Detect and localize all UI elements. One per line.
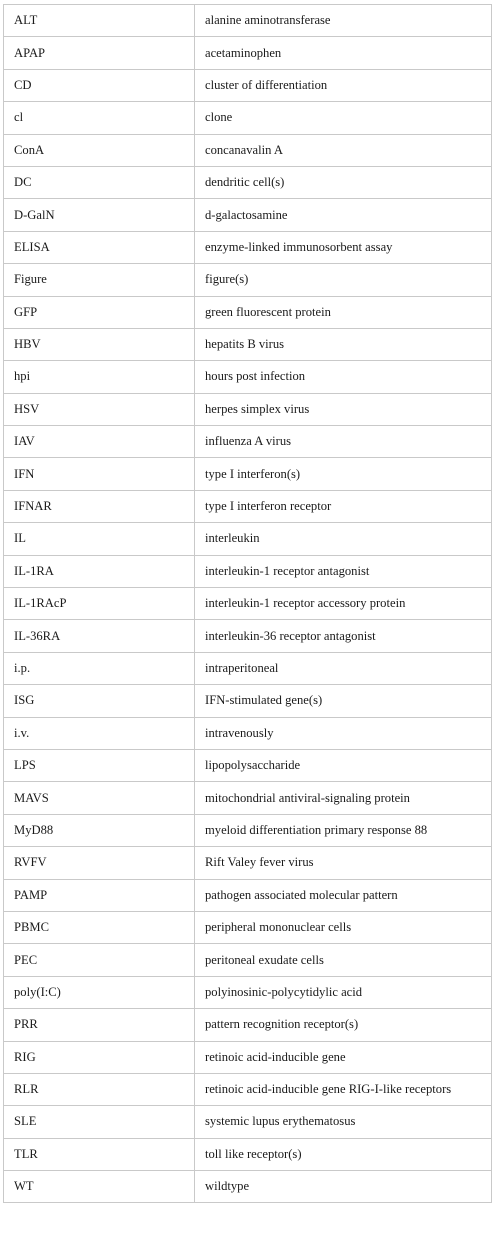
definition-cell: polyinosinic-polycytidylic acid bbox=[195, 976, 492, 1008]
table-row bbox=[4, 458, 492, 490]
definition-cell: intravenously bbox=[195, 717, 492, 749]
table-row bbox=[4, 5, 492, 37]
table-row bbox=[4, 555, 492, 587]
abbreviation-cell: hpi bbox=[4, 361, 195, 393]
definition-cell: intraperitoneal bbox=[195, 652, 492, 684]
abbreviation-cell: PBMC bbox=[4, 911, 195, 943]
abbreviation-cell: ELISA bbox=[4, 231, 195, 263]
abbreviation-cell: IL-1RA bbox=[4, 555, 195, 587]
abbreviation-cell: HSV bbox=[4, 393, 195, 425]
definition-cell: toll like receptor(s) bbox=[195, 1138, 492, 1170]
definition-cell: enzyme-linked immunosorbent assay bbox=[195, 231, 492, 263]
table-row bbox=[4, 588, 492, 620]
definition-cell: mitochondrial antiviral-signaling protein bbox=[195, 782, 492, 814]
definition-cell: green fluorescent protein bbox=[195, 296, 492, 328]
abbreviation-cell: APAP bbox=[4, 37, 195, 69]
table-row bbox=[4, 1041, 492, 1073]
abbreviation-cell: MyD88 bbox=[4, 814, 195, 846]
table-row bbox=[4, 782, 492, 814]
definition-cell: peritoneal exudate cells bbox=[195, 944, 492, 976]
table-row bbox=[4, 620, 492, 652]
definition-cell: interleukin bbox=[195, 523, 492, 555]
abbreviation-cell: poly(I:C) bbox=[4, 976, 195, 1008]
table-row bbox=[4, 69, 492, 101]
definition-cell: hours post infection bbox=[195, 361, 492, 393]
definition-cell: type I interferon receptor bbox=[195, 490, 492, 522]
table-row bbox=[4, 685, 492, 717]
definition-cell: pattern recognition receptor(s) bbox=[195, 1009, 492, 1041]
definition-cell: pathogen associated molecular pattern bbox=[195, 879, 492, 911]
definition-cell: systemic lupus erythematosus bbox=[195, 1106, 492, 1138]
abbreviation-cell: MAVS bbox=[4, 782, 195, 814]
table-row bbox=[4, 134, 492, 166]
table-row bbox=[4, 37, 492, 69]
abbreviation-cell: CD bbox=[4, 69, 195, 101]
table-row bbox=[4, 1106, 492, 1138]
abbreviation-cell: SLE bbox=[4, 1106, 195, 1138]
table-row bbox=[4, 231, 492, 263]
definition-cell: herpes simplex virus bbox=[195, 393, 492, 425]
abbreviation-cell: PAMP bbox=[4, 879, 195, 911]
abbreviation-cell: i.v. bbox=[4, 717, 195, 749]
abbreviation-cell: IL-1RAcP bbox=[4, 588, 195, 620]
table-row bbox=[4, 847, 492, 879]
definition-cell: Rift Valey fever virus bbox=[195, 847, 492, 879]
definition-cell: peripheral mononuclear cells bbox=[195, 911, 492, 943]
table-row bbox=[4, 328, 492, 360]
table-row bbox=[4, 490, 492, 522]
abbreviation-cell: IFN bbox=[4, 458, 195, 490]
definition-cell: acetaminophen bbox=[195, 37, 492, 69]
table-row bbox=[4, 976, 492, 1008]
abbreviations-table bbox=[3, 4, 492, 1203]
abbreviations-table-body bbox=[4, 5, 492, 1203]
abbreviation-cell: IFNAR bbox=[4, 490, 195, 522]
table-row bbox=[4, 264, 492, 296]
abbreviation-cell: DC bbox=[4, 166, 195, 198]
abbreviation-cell: i.p. bbox=[4, 652, 195, 684]
abbreviation-cell: RLR bbox=[4, 1073, 195, 1105]
table-row bbox=[4, 652, 492, 684]
table-row bbox=[4, 944, 492, 976]
abbreviation-cell: GFP bbox=[4, 296, 195, 328]
definition-cell: concanavalin A bbox=[195, 134, 492, 166]
table-row bbox=[4, 1138, 492, 1170]
definition-cell: alanine aminotransferase bbox=[195, 5, 492, 37]
definition-cell: figure(s) bbox=[195, 264, 492, 296]
definition-cell: hepatits B virus bbox=[195, 328, 492, 360]
definition-cell: retinoic acid-inducible gene bbox=[195, 1041, 492, 1073]
abbreviation-cell: ISG bbox=[4, 685, 195, 717]
definition-cell: interleukin-1 receptor antagonist bbox=[195, 555, 492, 587]
table-row bbox=[4, 749, 492, 781]
table-row bbox=[4, 717, 492, 749]
definition-cell: interleukin-36 receptor antagonist bbox=[195, 620, 492, 652]
abbreviation-cell: PRR bbox=[4, 1009, 195, 1041]
abbreviation-cell: IAV bbox=[4, 426, 195, 458]
table-row bbox=[4, 102, 492, 134]
abbreviation-cell: PEC bbox=[4, 944, 195, 976]
table-row bbox=[4, 361, 492, 393]
abbreviation-cell: RIG bbox=[4, 1041, 195, 1073]
definition-cell: clone bbox=[195, 102, 492, 134]
abbreviation-cell: D-GalN bbox=[4, 199, 195, 231]
table-row bbox=[4, 393, 492, 425]
definition-cell: interleukin-1 receptor accessory protein bbox=[195, 588, 492, 620]
definition-cell: d-galactosamine bbox=[195, 199, 492, 231]
abbreviation-cell: ALT bbox=[4, 5, 195, 37]
abbreviation-cell: Figure bbox=[4, 264, 195, 296]
table-row bbox=[4, 814, 492, 846]
abbreviation-cell: cl bbox=[4, 102, 195, 134]
definition-cell: IFN-stimulated gene(s) bbox=[195, 685, 492, 717]
definition-cell: lipopolysaccharide bbox=[195, 749, 492, 781]
table-row bbox=[4, 426, 492, 458]
table-row bbox=[4, 1073, 492, 1105]
table-row bbox=[4, 523, 492, 555]
abbreviation-cell: RVFV bbox=[4, 847, 195, 879]
definition-cell: cluster of differentiation bbox=[195, 69, 492, 101]
definition-cell: dendritic cell(s) bbox=[195, 166, 492, 198]
definition-cell: wildtype bbox=[195, 1171, 492, 1203]
definition-cell: retinoic acid-inducible gene RIG-I-like receptors bbox=[195, 1073, 492, 1105]
abbreviation-cell: ConA bbox=[4, 134, 195, 166]
table-row bbox=[4, 879, 492, 911]
abbreviation-cell: TLR bbox=[4, 1138, 195, 1170]
abbreviation-cell: IL bbox=[4, 523, 195, 555]
abbreviation-cell: WT bbox=[4, 1171, 195, 1203]
table-row bbox=[4, 1009, 492, 1041]
table-row bbox=[4, 911, 492, 943]
table-row bbox=[4, 199, 492, 231]
table-row bbox=[4, 166, 492, 198]
abbreviation-cell: HBV bbox=[4, 328, 195, 360]
definition-cell: influenza A virus bbox=[195, 426, 492, 458]
abbreviation-cell: LPS bbox=[4, 749, 195, 781]
table-row bbox=[4, 296, 492, 328]
table-row bbox=[4, 1171, 492, 1203]
definition-cell: myeloid differentiation primary response 88 bbox=[195, 814, 492, 846]
abbreviation-cell: IL-36RA bbox=[4, 620, 195, 652]
definition-cell: type I interferon(s) bbox=[195, 458, 492, 490]
